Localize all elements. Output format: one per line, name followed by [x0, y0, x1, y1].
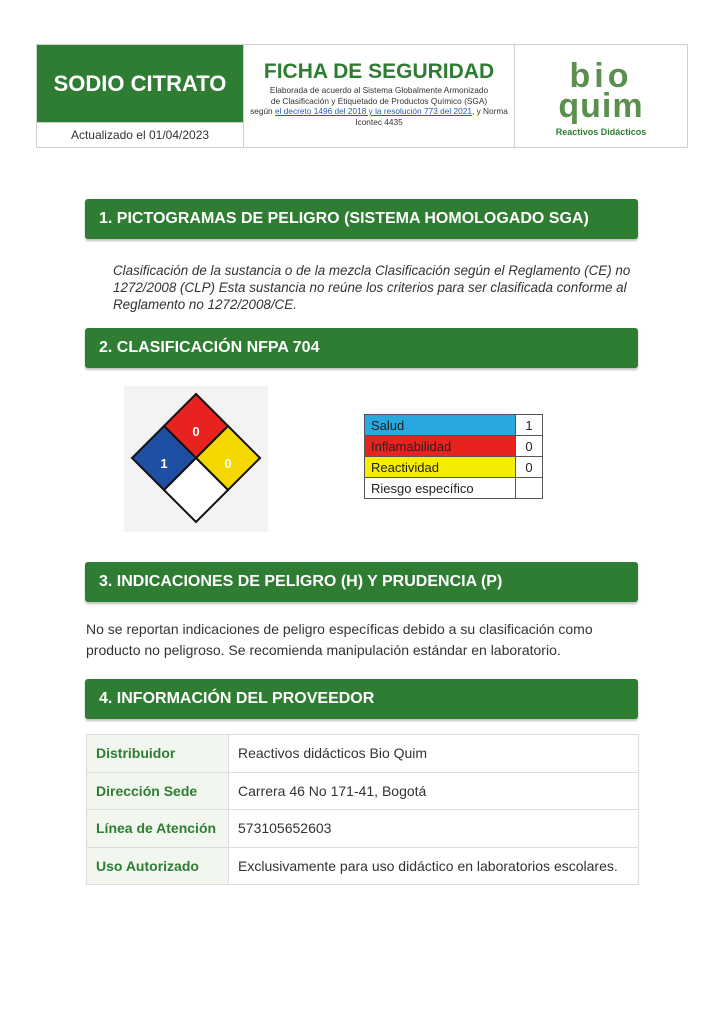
- desc-prefix: según: [250, 106, 275, 116]
- table-row: [87, 847, 639, 885]
- provider-table: [86, 734, 639, 885]
- section-4-header: 4. INFORMACIÓN DEL PROVEEDOR: [85, 679, 638, 719]
- logo-word-bio: bio: [569, 57, 633, 95]
- nfpa-row-reactivity: [365, 457, 543, 478]
- nfpa-label-special: Riesgo específico: [365, 478, 516, 499]
- nfpa-diamond: [124, 386, 268, 532]
- header-title-block: [244, 45, 515, 147]
- nfpa-table: [364, 414, 543, 499]
- decree-link[interactable]: el decreto 1496 del 2018 y la resolución 773 del 2021: [274, 106, 472, 116]
- nfpa-value-special: [516, 478, 543, 499]
- provider-value: Reactivos didácticos Bio Quim: [229, 735, 639, 773]
- document-title: FICHA DE SEGURIDAD: [263, 60, 495, 83]
- desc-line2: de Clasificación y Etiquetado de Productos Químico (SGA): [270, 95, 488, 106]
- nfpa-value-reactivity: 0: [516, 457, 543, 478]
- document-header: [36, 44, 688, 148]
- provider-key: Dirección Sede: [87, 772, 229, 810]
- nfpa-label-health: Salud: [365, 415, 516, 436]
- updated-date: Actualizado el 01/04/2023: [37, 122, 243, 147]
- provider-value: 573105652603: [229, 810, 639, 848]
- provider-value: Exclusivamente para uso didáctico en laboratorios escolares.: [229, 847, 639, 885]
- provider-key: Línea de Atención: [87, 810, 229, 848]
- table-row: [87, 772, 639, 810]
- document-description: [244, 85, 514, 127]
- nfpa-value-flammability: 0: [516, 436, 543, 457]
- provider-key: Uso Autorizado: [87, 847, 229, 885]
- nfpa-flammability-value: 0: [192, 424, 200, 439]
- provider-value: Carrera 46 No 171-41, Bogotá: [229, 772, 639, 810]
- nfpa-row-health: [365, 415, 543, 436]
- logo-word-quim: quim: [558, 87, 644, 125]
- nfpa-label-reactivity: Reactividad: [365, 457, 516, 478]
- nfpa-value-health: 1: [516, 415, 543, 436]
- nfpa-row-flammability: [365, 436, 543, 457]
- logo-tagline: Reactivos Didácticos: [555, 127, 647, 137]
- section-3-text: No se reportan indicaciones de peligro específicas debido a su clasificación como producto no peligroso. Se recomienda manipulación estándar en laboratorio.: [86, 621, 593, 658]
- section-1-text: Clasificación de la sustancia o de la mezcla Clasificación según el Reglamento (CE) no 1272/2008 (CLP) Esta sustancia no reúne los criterios para ser clasificada conforme al Reglamento no 1272/2008/CE.: [113, 263, 631, 312]
- table-row: [87, 810, 639, 848]
- nfpa-reactivity-value: 0: [224, 456, 232, 471]
- product-name: SODIO CITRATO: [37, 45, 243, 122]
- bioquim-logo: [536, 51, 666, 141]
- section-1-header: 1. PICTOGRAMAS DE PELIGRO (SISTEMA HOMOLOGADO SGA): [85, 199, 638, 239]
- nfpa-row-special: [365, 478, 543, 499]
- nfpa-label-flammability: Inflamabilidad: [365, 436, 516, 457]
- provider-key: Distribuidor: [87, 735, 229, 773]
- header-left: [37, 45, 244, 147]
- section-2-header: 2. CLASIFICACIÓN NFPA 704: [85, 328, 638, 368]
- header-logo-block: [515, 45, 687, 147]
- section-3-header: 3. INDICACIONES DE PELIGRO (H) Y PRUDENCIA (P): [85, 562, 638, 602]
- desc-suffix: , y Norma Icontec 4435: [355, 106, 508, 127]
- table-row: [87, 735, 639, 773]
- nfpa-health-value: 1: [160, 456, 168, 471]
- desc-line1: Elaborada de acuerdo al Sistema Globalmente Armonizado: [269, 85, 489, 95]
